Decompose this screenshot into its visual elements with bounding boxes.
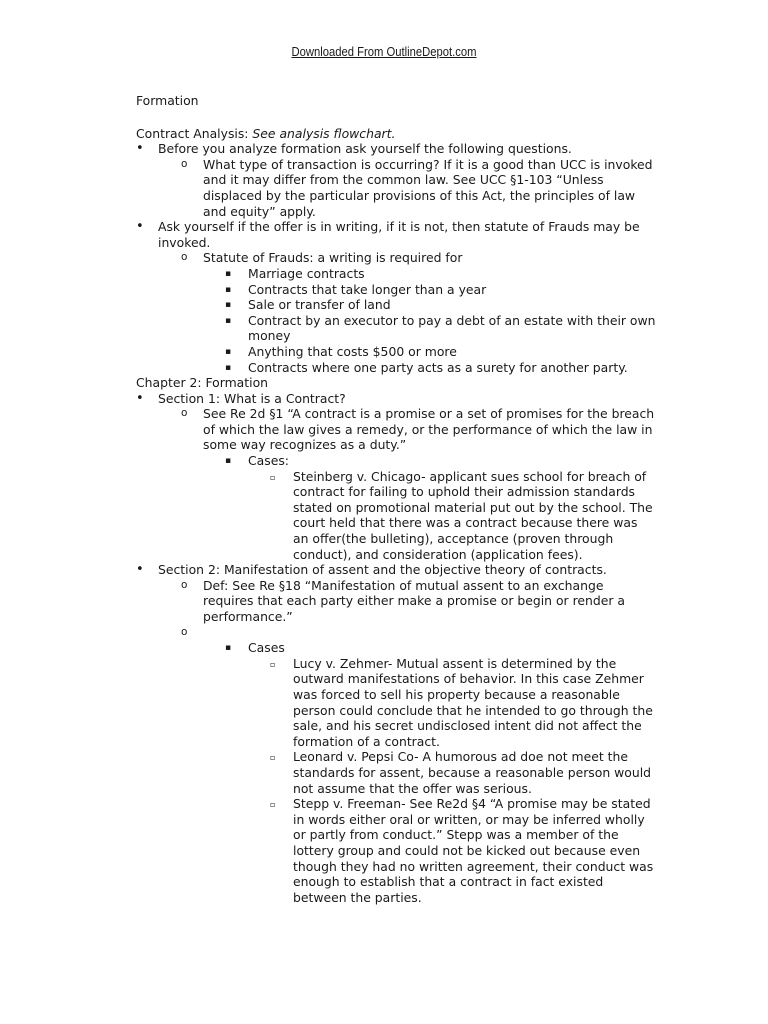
list-marker: • xyxy=(136,562,144,578)
outline-item-level-2 xyxy=(136,406,656,453)
page-title: Formation xyxy=(136,93,199,108)
outline-item-text: Section 1: What is a Contract? xyxy=(158,390,346,406)
outline-item-level-2 xyxy=(136,625,656,641)
outline-item-level-3 xyxy=(136,453,656,469)
outline-item-text: Contract by an executor to pay a debt of an estate with their own money xyxy=(248,312,656,344)
outline-item-level-1 xyxy=(136,391,656,407)
section-heading xyxy=(136,375,656,391)
list-marker: • xyxy=(136,390,144,406)
contract-analysis-line xyxy=(136,126,656,142)
document-body xyxy=(136,93,656,905)
outline-item-text: Statute of Frauds: a writing is required for xyxy=(203,250,463,266)
outline-item-text: Cases: xyxy=(248,453,289,469)
spacer xyxy=(136,109,656,126)
outline-item-text: What type of transaction is occurring? If it is a good than UCC is invoked and it may differ from the common law. See UCC §1-103 “Unless displaced by the particular provisions of this Act, the principles of law and equity” apply. xyxy=(203,156,653,219)
list-marker: o xyxy=(181,578,188,591)
outline-item-text: Contracts that take longer than a year xyxy=(248,281,487,297)
source-header[interactable]: Downloaded From OutlineDepot.com xyxy=(291,45,477,59)
outline-item-text: Lucy v. Zehmer- Mutual assent is determined by the outward manifestations of behavior. In this case Zehmer was forced to sell his property because a reasonable person could conclude that he intended to go through the sale, and his secret undisclosed intent did not affect the formation of a contract. xyxy=(293,655,653,749)
list-marker: ▪ xyxy=(225,346,232,357)
outline-item-text: Ask yourself if the offer is in writing, if it is not, then statute of Frauds may be invoked. xyxy=(158,219,640,250)
outline-item-level-3 xyxy=(136,640,656,656)
outline-item-level-3 xyxy=(136,297,656,313)
list-marker: ▫ xyxy=(270,800,276,810)
list-marker: ▫ xyxy=(270,472,276,482)
outline-item-text: Leonard v. Pepsi Co- A humorous ad doe not meet the standards for assent, because a reasonable person would not assume that the offer was serious. xyxy=(293,749,652,796)
list-marker: ▫ xyxy=(270,659,276,669)
list-marker: ▪ xyxy=(225,268,232,279)
contract-analysis-label: Contract Analysis: xyxy=(136,125,253,141)
list-marker: ▪ xyxy=(225,300,232,311)
list-marker: o xyxy=(181,251,188,264)
outline-list xyxy=(136,141,656,905)
outline-item-text: Chapter 2: Formation xyxy=(136,375,269,391)
outline-item-level-3 xyxy=(136,313,656,344)
outline-item-text: Anything that costs $500 or more xyxy=(248,343,457,359)
outline-item-level-4 xyxy=(136,469,656,563)
outline-item-text: Def: See Re §18 “Manifestation of mutual assent to an exchange requires that each party either make a promise or begin or render a performance.” xyxy=(203,577,625,624)
outline-item-level-3 xyxy=(136,282,656,298)
outline-item-text: Section 2: Manifestation of assent and the objective theory of contracts. xyxy=(158,562,607,578)
outline-item-text: Cases xyxy=(248,640,285,656)
outline-item-text: Steinberg v. Chicago- applicant sues school for breach of contract for failing to uphold their admission standards stated on promotional material put out by the school. The court held that there was a contract because there was an offer(the bulleting), acceptance (proven through conduct), and consideration (application fees). xyxy=(293,468,653,562)
list-marker: o xyxy=(181,407,188,420)
outline-item-text: Contracts where one party acts as a surety for another party. xyxy=(248,359,628,375)
outline-item-text: Stepp v. Freeman- See Re2d §4 “A promise may be stated in words either oral or written, or may be inferred wholly or partly from conduct.” Stepp was a member of the lottery group and could not be kicked out because even though they had no written agreement, their conduct was enough to establish that a contract in fact existed between the parties. xyxy=(293,796,654,905)
outline-item-level-2 xyxy=(136,578,656,625)
outline-item-level-1 xyxy=(136,562,656,578)
contract-analysis-note: See analysis flowchart. xyxy=(252,125,396,141)
outline-item-level-4 xyxy=(136,749,656,796)
outline-item-level-2 xyxy=(136,157,656,219)
outline-item-level-1 xyxy=(136,219,656,250)
outline-item-level-4 xyxy=(136,796,656,905)
outline-item-level-4 xyxy=(136,656,656,750)
list-marker: • xyxy=(136,219,144,235)
outline-item-text: Before you analyze formation ask yourself the following questions. xyxy=(158,141,572,157)
outline-item-level-1 xyxy=(136,141,656,157)
outline-item-text: Marriage contracts xyxy=(248,265,365,281)
outline-item-level-3 xyxy=(136,266,656,282)
list-marker: o xyxy=(181,625,188,638)
outline-item-level-3 xyxy=(136,344,656,360)
list-marker: ▫ xyxy=(270,753,276,763)
list-marker: ▪ xyxy=(225,643,232,654)
list-marker: o xyxy=(181,157,188,170)
list-marker: ▪ xyxy=(225,284,232,295)
outline-item-text: Sale or transfer of land xyxy=(248,297,391,313)
list-marker: ▪ xyxy=(225,315,232,326)
outline-item-level-2 xyxy=(136,250,656,266)
outline-item-text: See Re 2d §1 “A contract is a promise or a set of promises for the breach of which the law gives a remedy, or the performance of which the law in some way recognizes as a duty.” xyxy=(203,406,655,453)
list-marker: ▪ xyxy=(225,456,232,467)
list-marker: ▪ xyxy=(225,362,232,373)
list-marker: • xyxy=(136,141,144,157)
outline-item-level-3 xyxy=(136,360,656,376)
